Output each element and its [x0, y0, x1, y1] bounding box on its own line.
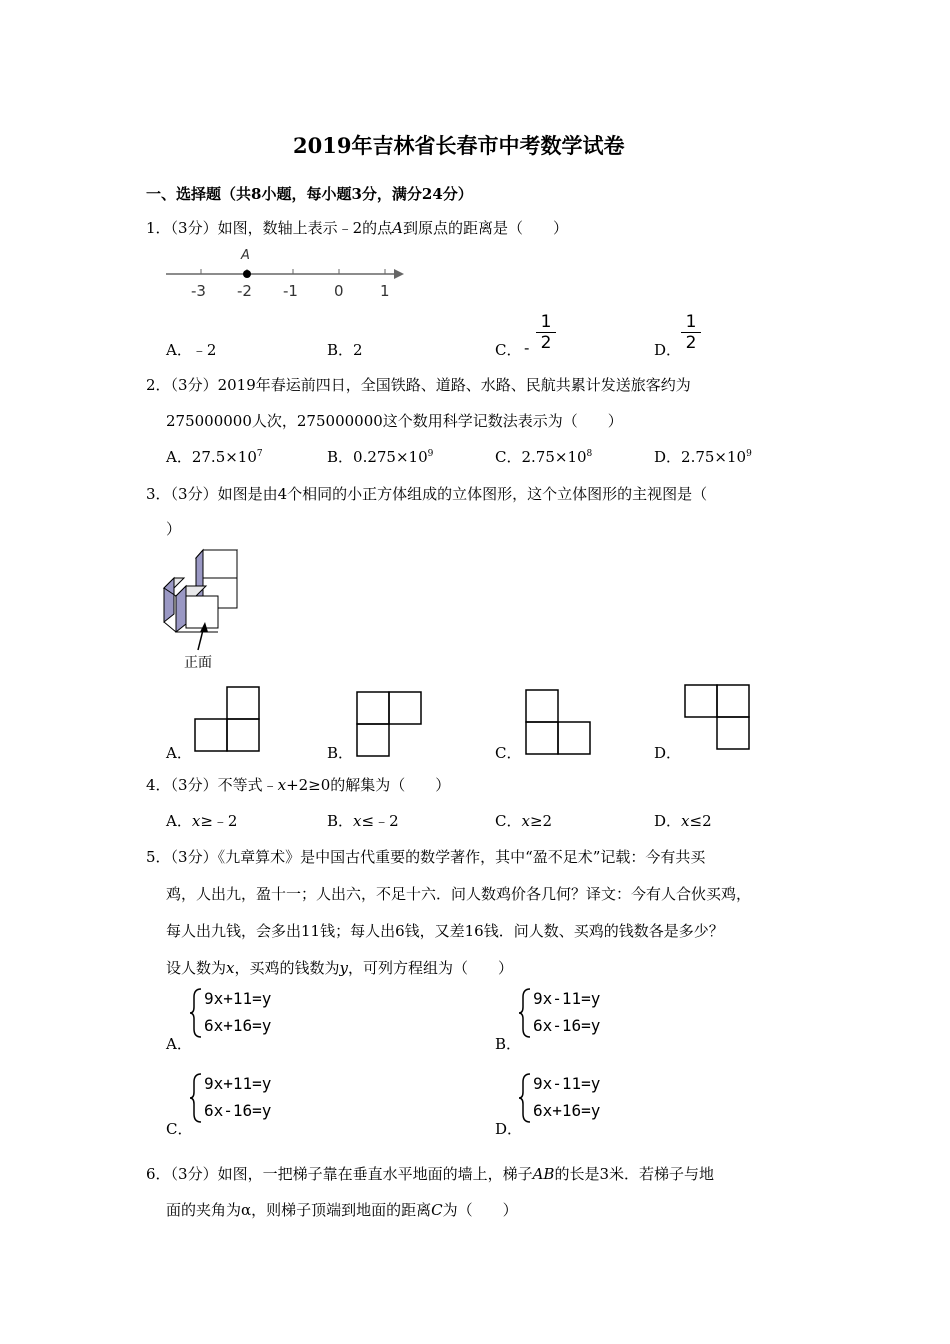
question-4-stem: 4．（3分）不等式﹣x+2≥0的解集为（ ）	[146, 776, 451, 794]
q5-option-c-system: 9x+11=y 6x-16=y	[204, 1074, 272, 1120]
tick-label: -2	[237, 282, 252, 300]
number-line-arrow	[394, 269, 404, 279]
q2-option-c[interactable]: C．$2.75\times 10^8$	[495, 448, 593, 466]
q3-option-d[interactable]: D．	[654, 744, 682, 762]
tick-label: 0	[334, 282, 344, 300]
q3-option-d-shape	[684, 684, 754, 752]
q1-option-d-fraction	[681, 313, 701, 352]
section-heading: 一、选择题（共8小题，每小题3分，满分24分）	[146, 185, 473, 203]
question-2-line-1: 2．（3分）2019年春运前四日，全国铁路、道路、水路、民航共累计发送旅客约为	[146, 376, 691, 394]
q1-option-b[interactable]: B．2	[327, 341, 363, 359]
fraction-numerator: 1	[685, 312, 697, 332]
brace-icon	[189, 987, 203, 1039]
point-a-dot	[243, 270, 251, 278]
q3-option-b[interactable]: B．	[327, 744, 354, 762]
brace-icon	[518, 1072, 532, 1124]
question-6-line-2: 面的夹角为α，则梯子顶端到地面的距离C为（ ）	[166, 1201, 518, 1219]
number-line-figure	[160, 243, 410, 303]
q4-option-b[interactable]: B．x≤﹣2	[327, 812, 399, 830]
question-5-line-1: 5．（3分）《九章算术》是中国古代重要的数学著作，其中“盈不足术”记载：今有共买	[146, 848, 706, 866]
question-5-line-2: 鸡，人出九，盈十一；人出六，不足十六．问人数鸡价各几何？译文：今有人合伙买鸡，	[166, 885, 752, 903]
brace-icon	[189, 1072, 203, 1124]
question-6-line-1: 6．（3分）如图，一把梯子靠在垂直水平地面的墙上，梯子AB的长是3米．若梯子与地	[146, 1165, 714, 1183]
q3-option-c[interactable]: C．	[495, 744, 522, 762]
question-3-line-2: ）	[166, 520, 182, 538]
question-5-line-4: 设人数为x，买鸡的钱数为y，可列方程组为（ ）	[166, 959, 513, 977]
q5-option-c[interactable]: C．	[166, 1120, 193, 1138]
q4-option-c[interactable]: C．x≥2	[495, 812, 553, 830]
tick-label: -1	[283, 282, 298, 300]
cube-side-face	[164, 578, 174, 622]
q4-option-a[interactable]: A．x≥﹣2	[166, 812, 238, 830]
point-a-label: A	[241, 248, 250, 263]
q1-option-c-fraction	[536, 313, 556, 352]
question-3-line-1: 3．（3分）如图是由4个相同的小正方体组成的立体图形，这个立体图形的主视图是（	[146, 485, 708, 503]
tick-label: -3	[191, 282, 206, 300]
cube-stack-figure	[160, 546, 250, 672]
page-title: 2019年吉林省长春市中考数学试卷	[293, 133, 625, 158]
q3-option-a[interactable]: A．	[166, 744, 192, 762]
q5-option-d-system: 9x-11=y 6x+16=y	[533, 1074, 601, 1120]
q3-option-c-shape	[524, 688, 594, 756]
q1-option-c[interactable]: C．	[495, 341, 522, 359]
cube-front-face	[203, 550, 237, 578]
q5-option-b-system: 9x-11=y 6x-16=y	[533, 989, 601, 1035]
q1-option-c-sign: -	[524, 339, 530, 357]
q2-option-b[interactable]: B．$0.275\times 10^9$	[327, 448, 434, 466]
brace-icon	[518, 987, 532, 1039]
q1-option-d[interactable]: D．	[654, 341, 682, 359]
q1-option-a[interactable]: A．﹣2	[166, 341, 217, 359]
front-label: 正面	[184, 655, 212, 671]
q5-option-d[interactable]: D．	[495, 1120, 523, 1138]
q5-option-a[interactable]: A．	[166, 1035, 192, 1053]
q5-option-a-system: 9x+11=y 6x+16=y	[204, 989, 272, 1035]
question-2-line-2: 275000000人次，275000000这个数用科学记数法表示为（ ）	[166, 412, 623, 430]
cube-side-face	[176, 586, 186, 632]
q5-option-b[interactable]: B．	[495, 1035, 522, 1053]
fraction-denominator: 2	[540, 333, 552, 353]
question-5-line-3: 每人出九钱，会多出11钱；每人出6钱，又差16钱．问人数、买鸡的钱数各是多少？	[166, 922, 724, 940]
fraction-denominator: 2	[685, 333, 697, 353]
cube-front-face	[186, 596, 218, 628]
tick-label: 1	[380, 282, 390, 300]
q4-option-d[interactable]: D．x≤2	[654, 812, 712, 830]
q3-option-b-shape	[355, 690, 425, 758]
fraction-numerator: 1	[540, 312, 552, 332]
q2-option-d[interactable]: D．$2.75\times 10^9$	[654, 448, 752, 466]
question-1-stem: 1．（3分）如图，数轴上表示﹣2的点A到原点的距离是（ ）	[146, 219, 568, 237]
q2-option-a[interactable]: A．$27.5\times 10^7$	[166, 448, 263, 466]
q3-option-a-shape	[193, 686, 263, 754]
